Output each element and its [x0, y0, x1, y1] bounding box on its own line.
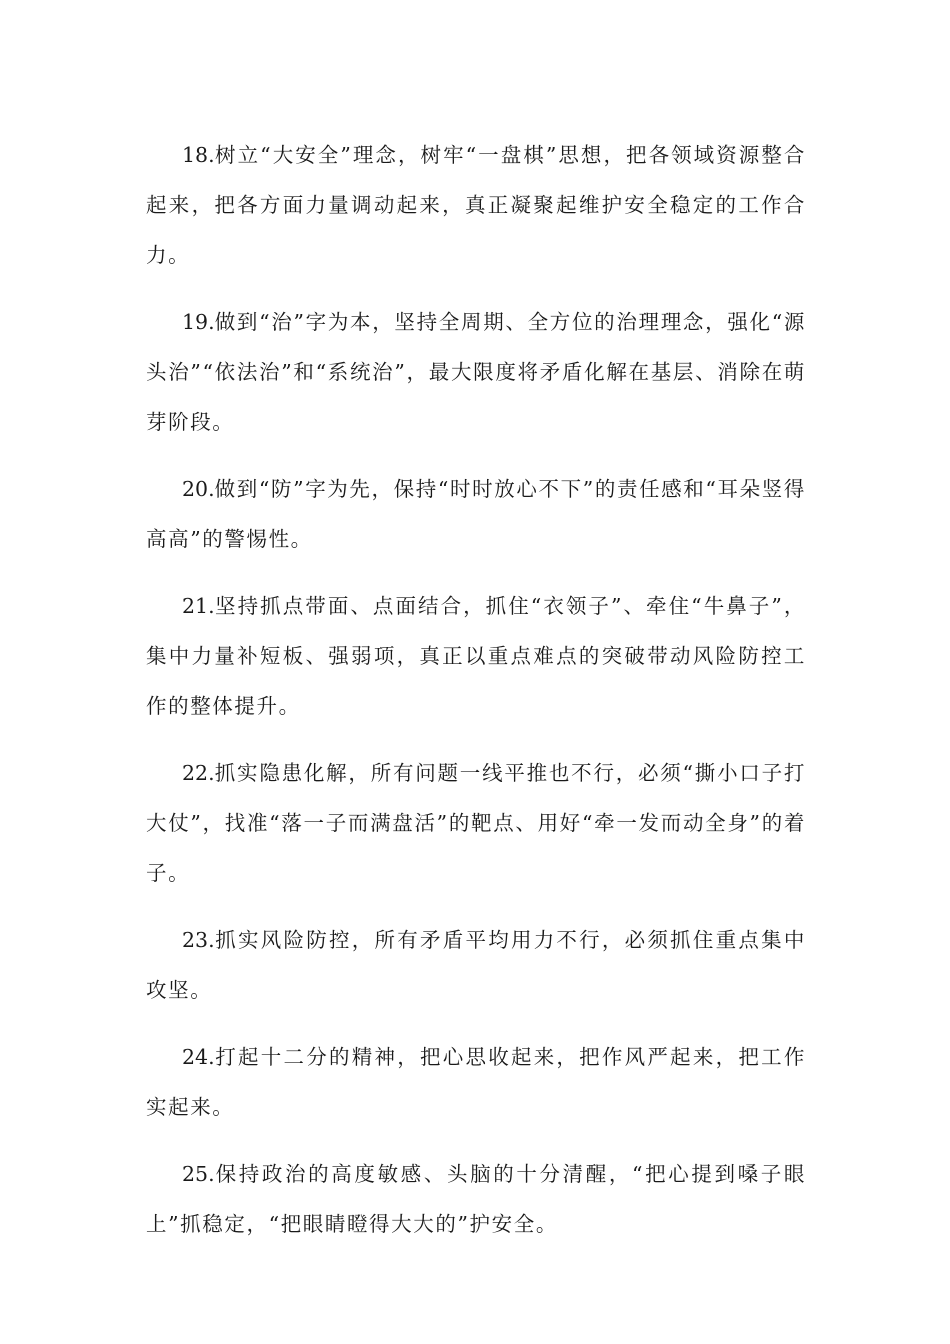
paragraph-20 [146, 464, 806, 564]
paragraph-number: 19. [182, 310, 215, 334]
paragraph-text: 做到“治”字为本，坚持全周期、全方位的治理理念，强化“源头治”“依法治”和“系统治”，最大限度将矛盾化解在基层、消除在萌芽阶段。 [146, 310, 806, 434]
paragraph-25 [146, 1149, 806, 1249]
paragraph-number: 20. [182, 477, 215, 501]
paragraph-text: 树立“大安全”理念，树牢“一盘棋”思想，把各领域资源整合起来，把各方面力量调动起来，真正凝聚起维护安全稳定的工作合力。 [146, 143, 806, 267]
paragraph-text: 打起十二分的精神，把心思收起来，把作风严起来，把工作实起来。 [146, 1045, 806, 1119]
paragraph-text: 保持政治的高度敏感、头脑的十分清醒，“把心提到嗓子眼上”抓稳定，“把眼睛瞪得大大的”护安全。 [146, 1162, 806, 1236]
paragraph-24 [146, 1032, 806, 1132]
paragraph-number: 25. [182, 1162, 215, 1186]
paragraph-number: 23. [182, 928, 215, 952]
paragraph-text: 做到“防”字为先，保持“时时放心不下”的责任感和“耳朵竖得高高”的警惕性。 [146, 477, 806, 551]
paragraph-number: 24. [182, 1045, 215, 1069]
paragraph-text: 坚持抓点带面、点面结合，抓住“衣领子”、牵住“牛鼻子”，集中力量补短板、强弱项，真正以重点难点的突破带动风险防控工作的整体提升。 [146, 594, 806, 718]
paragraph-23 [146, 915, 806, 1015]
paragraph-text: 抓实隐患化解，所有问题一线平推也不行，必须“撕小口子打大仗”，找准“落一子而满盘活”的靶点、用好“牵一发而动全身”的着子。 [146, 761, 806, 885]
paragraph-number: 21. [182, 594, 215, 618]
document-body [146, 130, 806, 1266]
paragraph-18 [146, 130, 806, 280]
paragraph-number: 18. [182, 143, 215, 167]
paragraph-21 [146, 581, 806, 731]
paragraph-19 [146, 297, 806, 447]
paragraph-22 [146, 748, 806, 898]
paragraph-number: 22. [182, 761, 215, 785]
paragraph-text: 抓实风险防控，所有矛盾平均用力不行，必须抓住重点集中攻坚。 [146, 928, 806, 1002]
